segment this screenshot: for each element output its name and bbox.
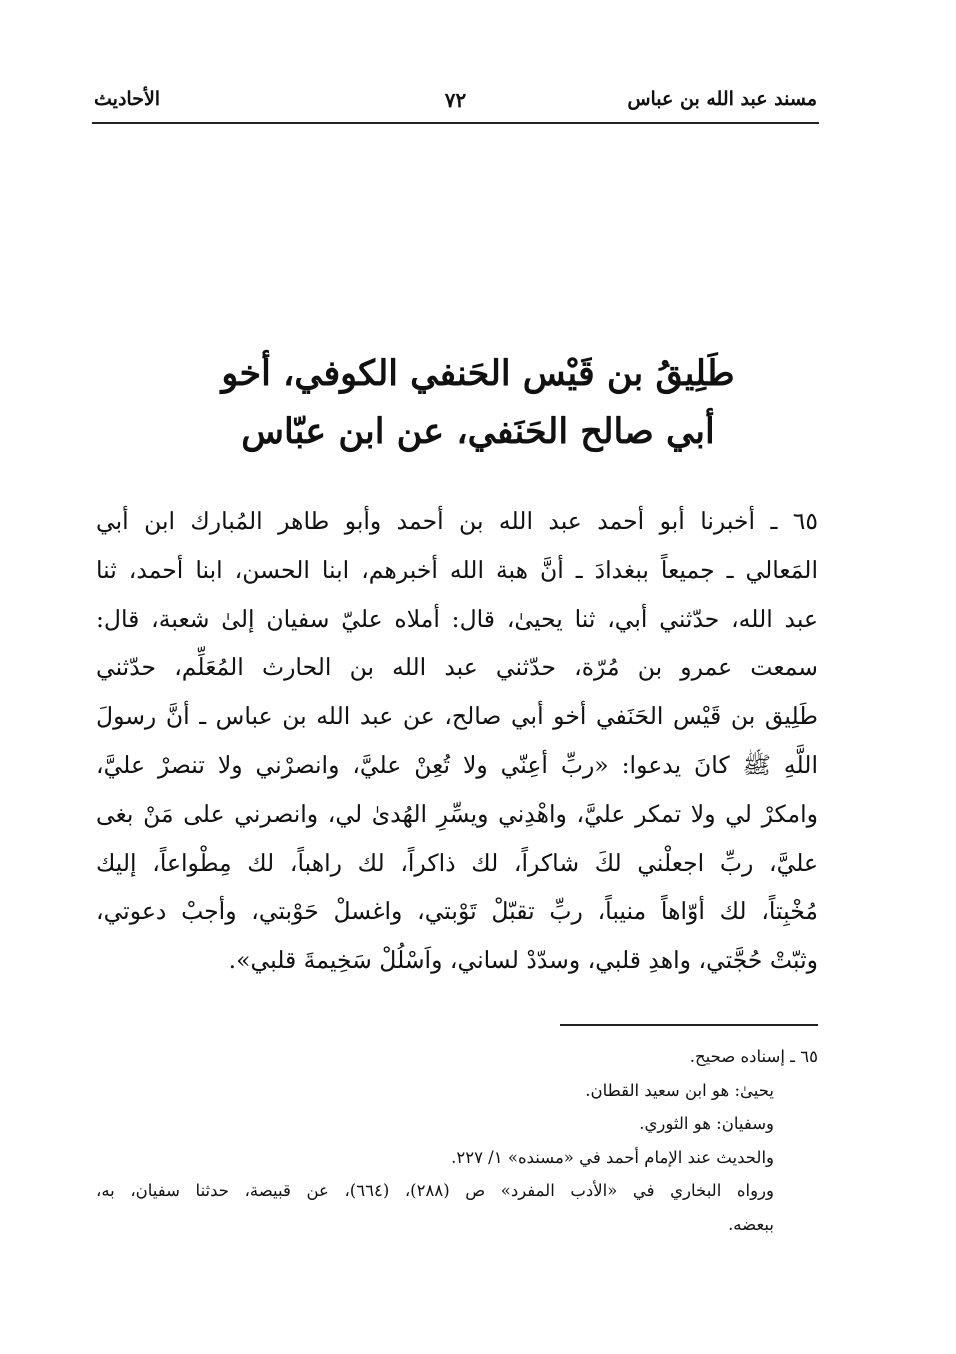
hadith-line: اللَّهِ ﷺ كانَ يدعوا: «ربِّ أعِنّي ولا تُعِنْ عليَّ، وانصرْني ولا تنصرْ عليَّ، [96,750,818,779]
footnote-line: ٦٥ ـ إسناده صحيح. [689,1047,818,1066]
hadith-line: سمعت عمرو بن مُرّة، حدّثني عبد الله بن الحارث المُعَلِّم، حدّثني [96,653,818,682]
running-header [92,86,819,124]
footnotes [96,1040,818,1241]
chapter-heading-line-1: طَلِيقُ بن قَيْس الحَنفي الكوفي، أخو [221,353,735,394]
footnote-line: وسفيان: هو الثوري. [639,1114,774,1133]
hadith-line: وامكرْ لي ولا تمكر عليَّ، واهْدِني ويسِّرِ الهُدىٰ لي، وانصرني على مَنْ بغى [96,799,818,828]
chapter-heading [150,345,806,461]
footnote-line: يحيىٰ: هو ابن سعيد القطان. [585,1080,774,1100]
hadith-line: عليَّ، ربِّ اجعلْني لكَ شاكراً، لك ذاكراً، لك راهباً، لك مِطْواعاً، إليك [96,848,818,877]
book-title: مسند عبد الله بن عباس [627,88,817,110]
section-title: الأحاديث [94,88,161,110]
footnote-line: ورواه البخاري في «الأدب المفرد» ص (٢٨٨)، (٦٦٤)، عن قبيصة، حدثنا سفيان، به، [96,1181,774,1200]
footnote-line: والحديث عند الإمام أحمد في «مسنده» ١/ ٢٢٧. [451,1147,774,1167]
footnote-divider [560,1024,818,1026]
chapter-heading-line-2: أبي صالح الحَنَفي، عن ابن عبّاس [241,411,715,452]
page-number: ٧٢ [444,88,467,112]
hadith-line: ٦٥ ـ أخبرنا أبو أحمد عبد الله بن أحمد وأبو طاهر المُبارك ابن أبي [96,507,818,535]
hadith-text [96,497,818,985]
hadith-line: المَعالي ـ جميعاً ببغدادَ ـ أنَّ هبة الله أخبرهم، ابنا الحسن، ابنا أحمد، ثنا [96,555,818,584]
hadith-line: عبد الله، حدّثني أبي، ثنا يحيىٰ، قال: أملاه عليّ سفيان إلىٰ شعبة، قال: [96,604,818,633]
hadith-line: وثبّتْ حُجَّتي، واهدِ قلبي، وسدّدْ لساني، واَسْلُلْ سَخِيمةَ قلبي». [228,946,818,975]
hadith-line: مُخْبِتاً، لك أوّاهاً منيباً، ربِّ تقبّلْ تَوْبتي، واغسلْ حَوْبتي، وأجبْ دعوتي، [96,897,818,926]
footnote-line: ببعضه. [728,1214,774,1234]
hadith-line: طَلِيق بن قَيْس الحَنَفي أخو أبي صالح، عن عبد الله بن عباس ـ أنَّ رسولَ [96,702,818,731]
